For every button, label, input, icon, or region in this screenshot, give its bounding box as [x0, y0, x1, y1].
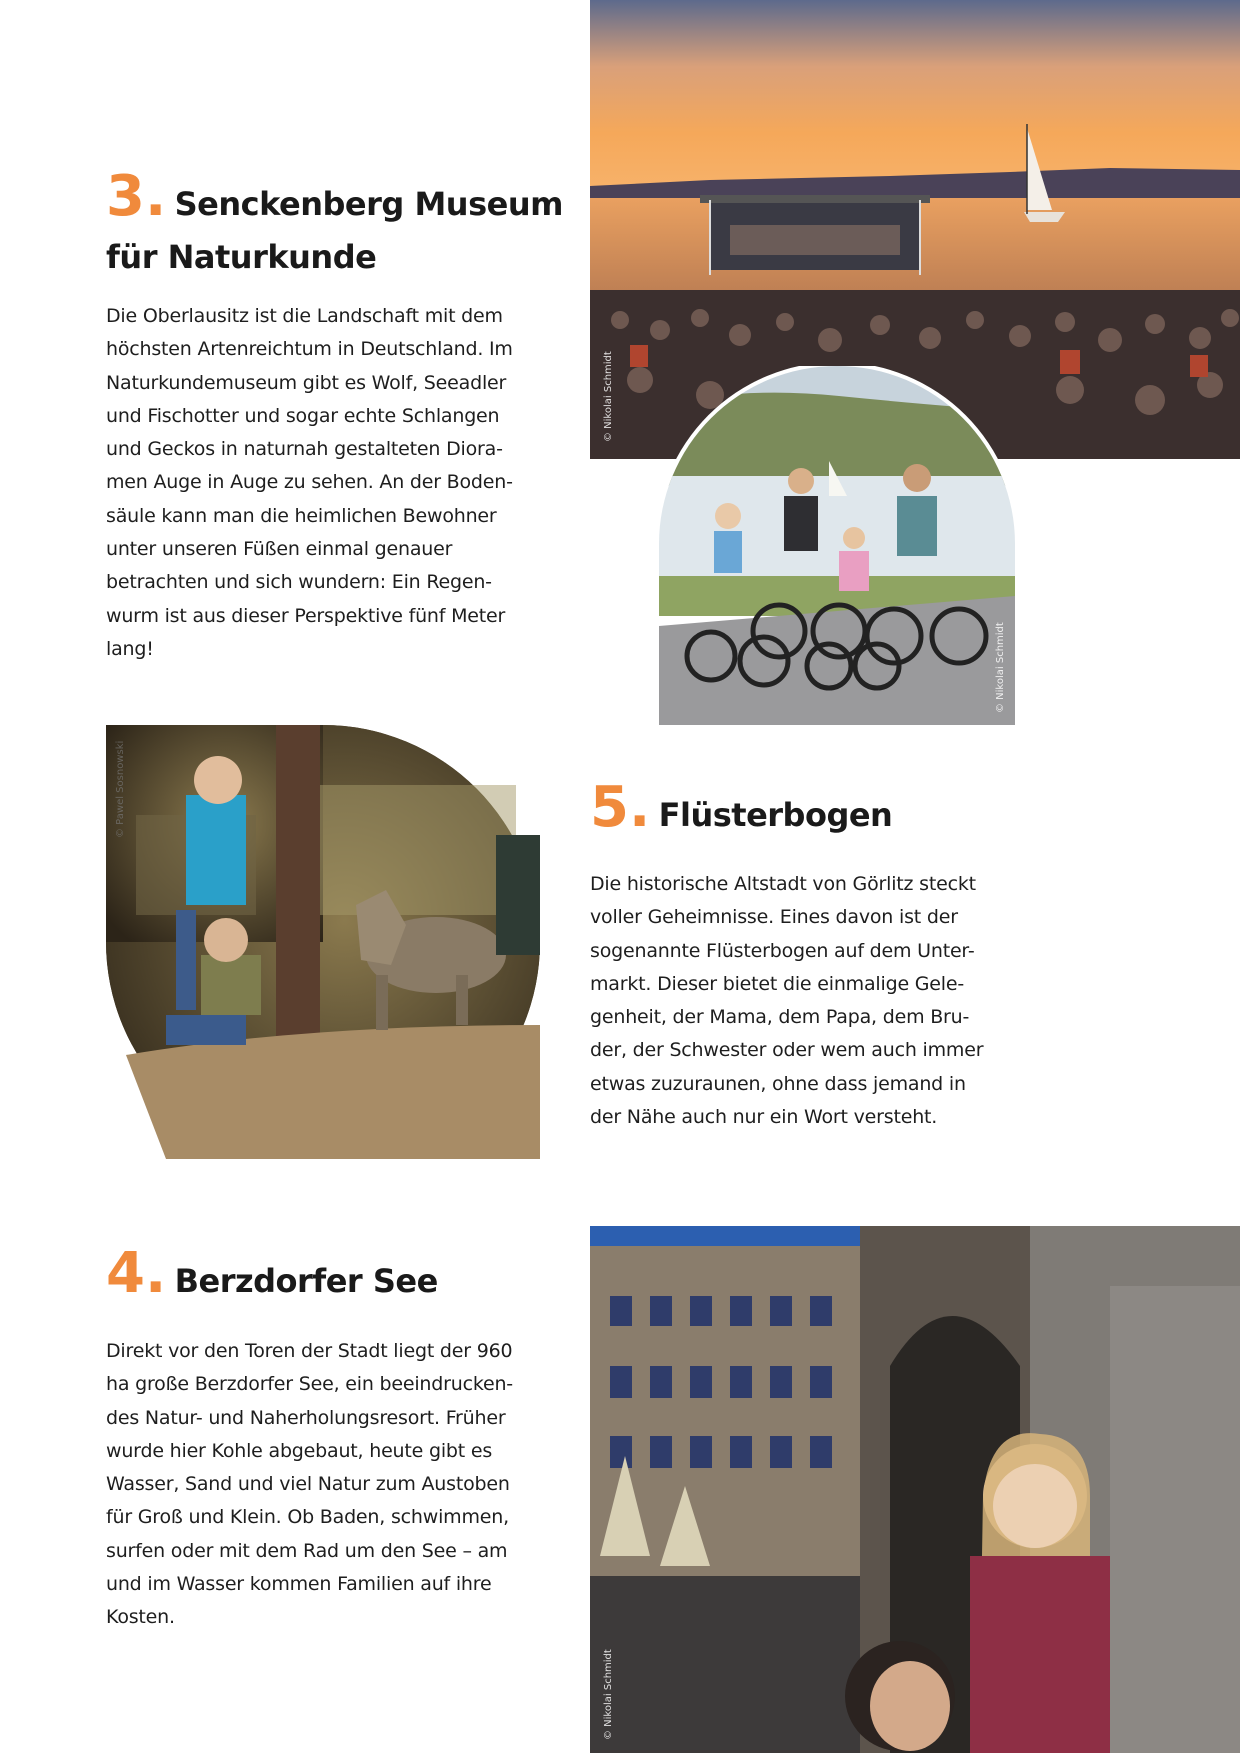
cyclists-photo-credit: © Nikolai Schmidt	[995, 622, 1006, 713]
section-4-number: 4.	[106, 1241, 167, 1306]
section-3-heading	[106, 164, 563, 285]
section-3-title-line2: für Naturkunde	[106, 238, 377, 276]
section-3-number: 3.	[106, 164, 167, 229]
section-4-title: Berzdorfer See	[174, 1262, 438, 1300]
section-5-number: 5.	[590, 775, 651, 840]
section-4-body: Direkt vor den Toren der Stadt liegt der 960 ha große Berzdorfer See, ein beeindrucken- des Natur- und Naherholungsresort. Früher wurde hier Kohle abgebaut, heute gibt es Wasser, Sand und viel Natur zum Austoben für Groß und Klein. Ob Baden, schwimmen, surfen oder mit dem Rad um den See – am und im Wasser kommen Familien auf ihre Kosten.	[106, 1340, 513, 1629]
museum-photo-credit: © Pawel Sosnowski	[115, 740, 126, 838]
section-4-heading	[106, 1241, 438, 1314]
cyclists-photo	[659, 366, 1015, 725]
section-3-title-line1: Senckenberg Museum	[174, 185, 563, 223]
concert-photo-credit: © Nikolai Schmidt	[603, 351, 614, 442]
section-3-body: Die Oberlausitz ist die Landschaft mit dem höchsten Artenreichtum in Deutschland. Im Naturkundemuseum gibt es Wolf, Seeadler und Fischotter und sogar echte Schlangen und Geckos in naturnah gestalteten Diora- men Auge in Auge zu sehen. An der Boden- säule kann man die heimlichen Bewohner unter unseren Füßen einmal genauer betrachten und sich wundern: Ein Regen- wurm ist aus dieser Perspektive fünf Meter lang!	[106, 305, 513, 660]
section-5-body: Die historische Altstadt von Görlitz steckt voller Geheimnisse. Eines davon ist der sogenannte Flüsterbogen auf dem Unter- markt. Dieser bietet die einmalige Gele- genheit, der Mama, dem Papa, dem Bru- der, der Schwester oder wem auch immer etwas zuzuraunen, ohne dass jemand in der Nähe auch nur ein Wort versteht.	[590, 873, 984, 1129]
altstadt-photo	[590, 1226, 1240, 1753]
museum-wolf-photo	[106, 725, 540, 1159]
section-5-heading	[590, 775, 893, 848]
section-5-title: Flüsterbogen	[658, 796, 893, 834]
altstadt-photo-credit: © Nikolai Schmidt	[603, 1649, 614, 1740]
